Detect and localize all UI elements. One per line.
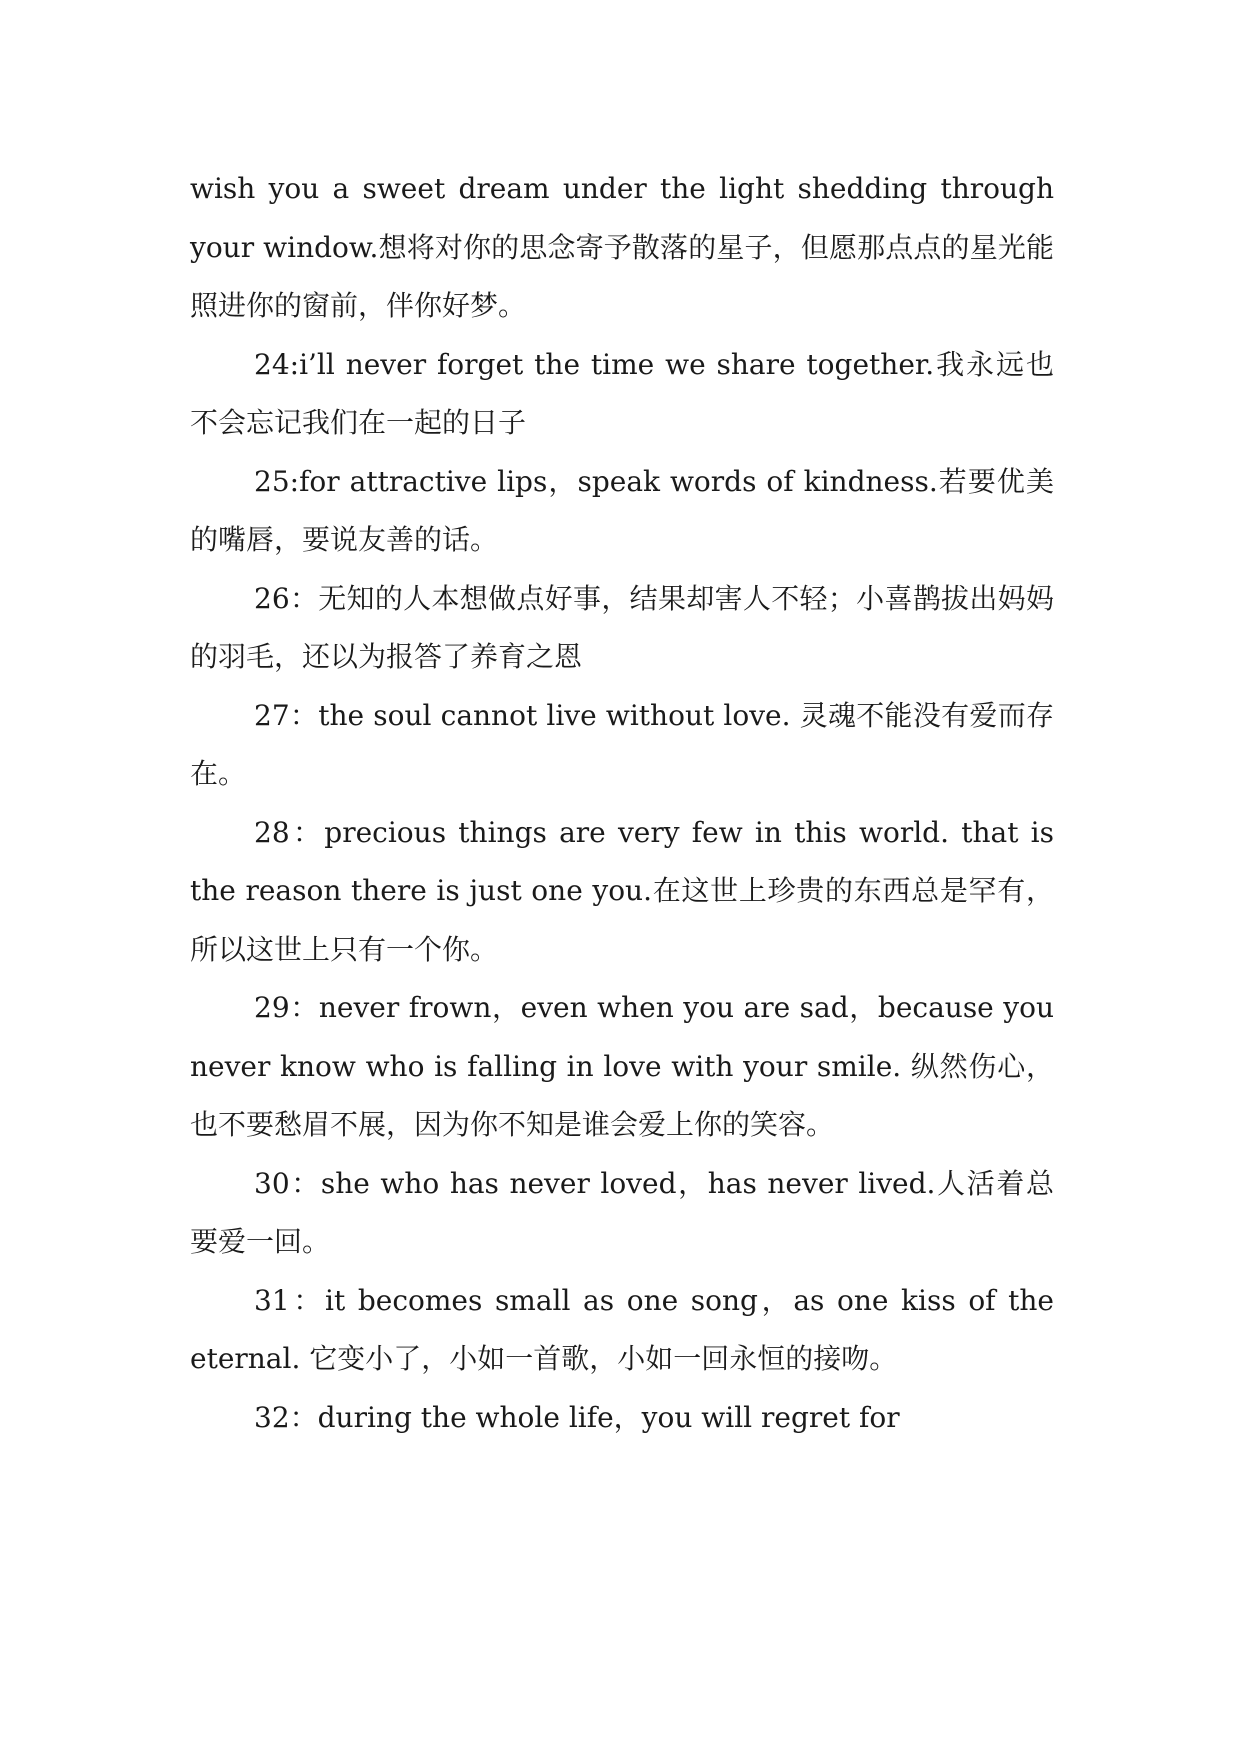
document-body xyxy=(190,160,1054,1447)
paragraph-31: 31：it becomes small as one song，as one kiss of the eternal. 它变小了，小如一首歌，小如一回永恒的接吻。 xyxy=(190,1283,1054,1375)
paragraph-25: 25:for attractive lips，speak words of kindness.若要优美的嘴唇，要说友善的话。 xyxy=(190,464,1054,556)
paragraph-26: 26：无知的人本想做点好事，结果却害人不轻；小喜鹊拔出妈妈的羽毛，还以为报答了养育之恩 xyxy=(190,581,1054,673)
paragraph-29: 29：never frown，even when you are sad，because you never know who is falling in love with your smile. 纵然伤心，也不要愁眉不展，因为你不知是谁会爱上你的笑容。 xyxy=(190,991,1054,1141)
paragraph-32: 32：during the whole life，you will regret for xyxy=(254,1400,900,1434)
paragraph-28: 28：precious things are very few in this world. that is the reason there is just one you.在这世上珍贵的东西总是罕有，所以这世上只有一个你。 xyxy=(190,815,1054,966)
paragraph-sweet-dream: wish you a sweet dream under the light shedding through your window.想将对你的思念寄予散落的星子，但愿那点点的星光能照进你的窗前，伴你好梦。 xyxy=(190,172,1054,322)
paragraph-24: 24:i’ll never forget the time we share together.我永远也不会忘记我们在一起的日子 xyxy=(190,347,1054,439)
paragraph-27: 27：the soul cannot live without love. 灵魂不能没有爱而存在。 xyxy=(190,698,1054,790)
paragraph-30: 30：she who has never loved，has never lived.人活着总要爱一回。 xyxy=(190,1166,1054,1258)
